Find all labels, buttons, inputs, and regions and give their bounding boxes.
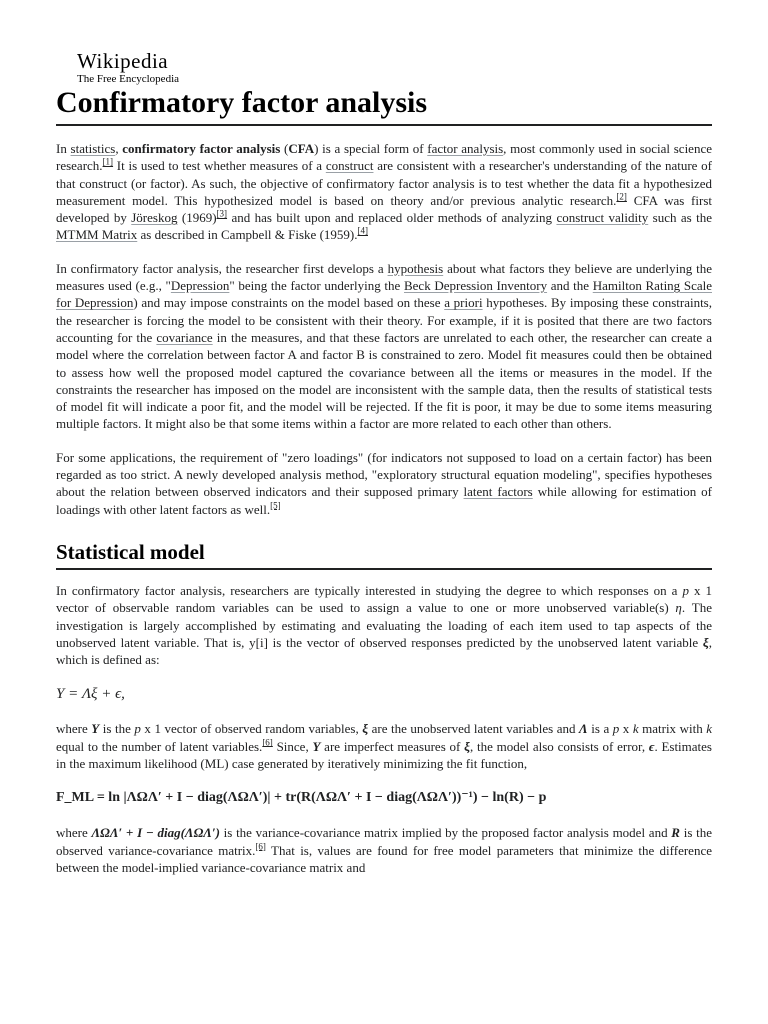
ref-1[interactable]: [1] (102, 156, 114, 167)
link-beck-depression-inventory[interactable]: Beck Depression Inventory (403, 278, 548, 294)
ref-3[interactable]: [3] (216, 208, 228, 219)
ref-5[interactable]: [5] (270, 500, 281, 511)
ref-2[interactable]: [2] (616, 191, 627, 202)
bold-abbr: CFA (288, 141, 315, 156)
link-hypothesis[interactable]: hypothesis (387, 260, 444, 276)
logo-wordmark: Wikipedia (77, 49, 169, 73)
intro-paragraph-3: For some applications, the requirement of "zero loadings" (for indicators not supposed to load on a certain factor) has been regarded as too strict. A newly developed analysis method, "exploratory structural equation modeling", specifies hypotheses about the relation between observed indicators and their supposed primary latent factors while allowing for estimation of loadings with other latent factors as well.[5] (56, 449, 712, 517)
link-joreskog[interactable]: Jöreskog (131, 210, 178, 226)
link-a-priori[interactable]: a priori (444, 295, 483, 311)
article-body (56, 140, 712, 892)
link-construct[interactable]: construct (325, 158, 374, 174)
link-covariance[interactable]: covariance (156, 329, 213, 345)
link-latent-factors[interactable]: latent factors (463, 484, 533, 500)
wikipedia-logo[interactable] (77, 50, 179, 85)
link-factor-analysis[interactable]: factor analysis (427, 141, 504, 156)
ref-6-second[interactable]: [6] (255, 841, 266, 852)
ref-6[interactable]: [6] (262, 737, 273, 748)
link-depression[interactable]: Depression (170, 278, 230, 294)
intro-paragraph-1: In statistics, confirmatory factor analysis (CFA) is a special form of factor analysis, most commonly used in social science research.[1] It is used to test whether measures of a construct are consistent with a researcher's understanding of the nature of that construct (or factor). As such, the objective of confirmatory factor analysis is to test whether the data fit a hypothesized measurement model. This hypothesized model is based on theory and/or previous analytic research.[2] CFA was first developed by Jöreskog (1969)[3] and has built upon and replaced older methods of analyzing construct validity such as the MTMM Matrix as described in Campbell & Fiske (1959).[4] (56, 141, 712, 243)
link-construct-validity[interactable]: construct validity (556, 210, 649, 226)
link-statistics[interactable]: statistics (70, 141, 116, 156)
model-paragraph-2: where Y is the p x 1 vector of observed random variables, ξ are the unobserved latent variables and Λ is a p x k matrix with k equal to the number of latent variables.[6] Since, Y are imperfect measures of ξ, the model also consists of error, ϵ. Estimates in the maximum likelihood (ML) case generated by iteratively minimizing the fit function, (56, 721, 713, 772)
model-paragraph-3: where ΛΩΛ′ + I − diag(ΛΩΛ′) is the variance-covariance matrix implied by the proposed factor analysis model and R is the observed variance-covariance matrix.[6] That is, values are found for free model parameters that minimize the difference between the model-implied variance-covariance matrix and (56, 825, 712, 875)
ref-4[interactable]: [4] (357, 226, 368, 237)
bold-term: confirmatory factor analysis (122, 141, 281, 156)
section-heading-statistical-model: Statistical model (56, 538, 712, 570)
link-mtmm-matrix[interactable]: MTMM Matrix (56, 227, 138, 243)
equation-ml-fit-function: F_ML = ln |ΛΩΛ′ + I − diag(ΛΩΛ′)| + tr(R(ΛΩΛ′ + I − diag(ΛΩΛ′))⁻¹) − ln(R) − p (56, 790, 547, 806)
logo-tagline: The Free Encyclopedia (77, 73, 180, 85)
model-paragraph-1: In confirmatory factor analysis, researchers are typically interested in studying the degree to which responses on a p x 1 vector of observable random variables can be used to assign a value to one or more unobserved variable(s) η. The investigation is largely accomplished by estimating and evaluating the loading of each item used to tap aspects of the unobserved latent variable. That is, y[i] is the vector of observed responses predicted by the unobserved latent variable ξ, which is defined as: (56, 582, 713, 668)
intro-paragraph-2: In confirmatory factor analysis, the researcher first develops a hypothesis about what factors they believe are underlying the measures used (e.g., "Depression" being the factor underlying the Beck Depression Inventory and the Hamilton Rating Scale for Depression) and may impose constraints on the model based on these a priori hypotheses. By imposing these constraints, the researcher is forcing the model to be consistent with their theory. For example, if it is posited that there are two factors accounting for the covariance in the measures, and that these factors are unrelated to each other, the researcher can create a model where the correlation between factor A and factor B is constrained to zero. Model fit measures could then be obtained to assess how well the proposed model captured the covariance between all the items or measures in the model. If the constraints the researcher has imposed on the model are inconsistent with the sample data, then the results of statistical tests of model fit will indicate a poor fit, and the model will be rejected. If the fit is poor, it may be due to some items measuring multiple factors. It might also be that some items within a factor are more related to each other than others. (56, 260, 712, 432)
link-hamilton-rating-scale[interactable]: Hamilton Rating Scale for Depression (56, 278, 712, 311)
equation-measurement-model: Y = Λξ + ϵ, (56, 686, 125, 703)
page-title: Confirmatory factor analysis (56, 84, 712, 126)
